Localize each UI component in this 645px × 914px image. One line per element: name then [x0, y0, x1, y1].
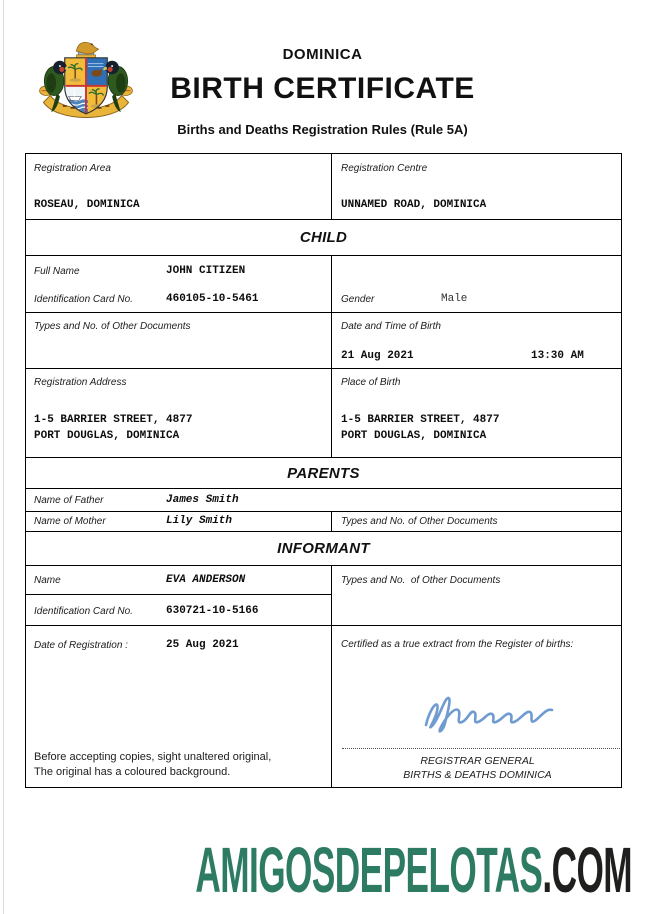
- section-header-informant: INFORMANT: [26, 532, 621, 566]
- informant-row: [26, 566, 621, 626]
- child-name-gender-row: [26, 256, 621, 313]
- column-divider: [331, 256, 332, 312]
- place-of-birth-label: Place of Birth: [341, 377, 401, 388]
- registrar-signature: [414, 682, 564, 740]
- column-divider: [331, 566, 332, 625]
- certificate-table: [25, 153, 622, 788]
- copy-notice: [34, 750, 271, 780]
- date-of-registration-label: Date of Registration :: [34, 640, 128, 651]
- place-of-birth-value: 1-5 BARRIER STREET, 4877 PORT DOUGLAS, DOMINICA: [341, 414, 500, 442]
- mother-row: [26, 512, 621, 532]
- full-name-label: Full Name: [34, 266, 80, 277]
- certification-row: [26, 626, 621, 787]
- child-other-docs-label: Types and No. of Other Documents: [34, 321, 191, 332]
- date-of-registration-value: 25 Aug 2021: [166, 639, 239, 651]
- dob-time-value: 13:30 AM: [531, 350, 584, 362]
- document-subtitle: Births and Deaths Registration Rules (Rule 5A): [177, 122, 468, 137]
- mother-label: Name of Mother: [34, 516, 106, 527]
- registration-row: [26, 154, 621, 220]
- gender-value: Male: [441, 293, 468, 305]
- informant-name-value: EVA ANDERSON: [166, 574, 246, 586]
- registration-area-label: Registration Area: [34, 163, 111, 174]
- section-header-child: CHILD: [26, 220, 621, 256]
- column-divider: [331, 154, 332, 219]
- column-divider: [331, 369, 332, 457]
- full-name-value: JOHN CITIZEN: [166, 265, 246, 277]
- registration-centre-label: Registration Centre: [341, 163, 428, 174]
- registration-address-value: 1-5 BARRIER STREET, 4877 PORT DOUGLAS, DOMINICA: [34, 414, 193, 442]
- column-divider: [331, 313, 332, 368]
- informant-id-label: Identification Card No.: [34, 606, 133, 617]
- watermark-brand-green: AMIGOSDEPELOTAS: [195, 834, 543, 906]
- informant-other-docs-label: Types and No. of Other Documents: [341, 575, 501, 586]
- address-row: [26, 369, 621, 458]
- watermark-brand-black: .COM: [542, 834, 632, 906]
- gender-label: Gender: [341, 294, 375, 305]
- registrar-title-line1: REGISTRAR GENERAL: [420, 755, 535, 767]
- registration-address-label: Registration Address: [34, 377, 127, 388]
- certified-extract-label: Certified as a true extract from the Register of births:: [341, 639, 574, 650]
- child-docs-dob-row: [26, 313, 621, 369]
- informant-name-label: Name: [34, 575, 61, 586]
- registration-centre-value: UNNAMED ROAD, DOMINICA: [341, 199, 487, 211]
- column-divider: [331, 512, 332, 531]
- watermark-logo: [195, 834, 632, 906]
- dob-date-value: 21 Aug 2021: [341, 350, 414, 362]
- country-title: DOMINICA: [282, 46, 363, 63]
- informant-inner-divider: [26, 594, 331, 595]
- dob-label: Date and Time of Birth: [341, 321, 441, 332]
- id-card-label: Identification Card No.: [34, 294, 133, 305]
- registration-area-value: ROSEAU, DOMINICA: [34, 199, 140, 211]
- id-card-value: 460105-10-5461: [166, 293, 259, 305]
- signature-dotted-line: [342, 748, 620, 749]
- page-edge-line: [3, 0, 4, 914]
- registrar-title-line2: BIRTHS & DEATHS DOMINICA: [403, 769, 552, 781]
- copy-notice-line1: Before accepting copies, sight unaltered original,: [34, 751, 272, 763]
- parents-other-docs-label: Types and No. of Other Documents: [341, 516, 498, 527]
- father-row: [26, 489, 621, 512]
- father-value: James Smith: [166, 494, 239, 506]
- section-header-parents: PARENTS: [26, 458, 621, 489]
- father-label: Name of Father: [34, 495, 104, 506]
- informant-id-value: 630721-10-5166: [166, 605, 259, 617]
- mother-value: Lily Smith: [166, 515, 233, 527]
- copy-notice-line2: The original has a coloured background.: [34, 766, 231, 778]
- document-title: BIRTH CERTIFICATE: [170, 72, 475, 105]
